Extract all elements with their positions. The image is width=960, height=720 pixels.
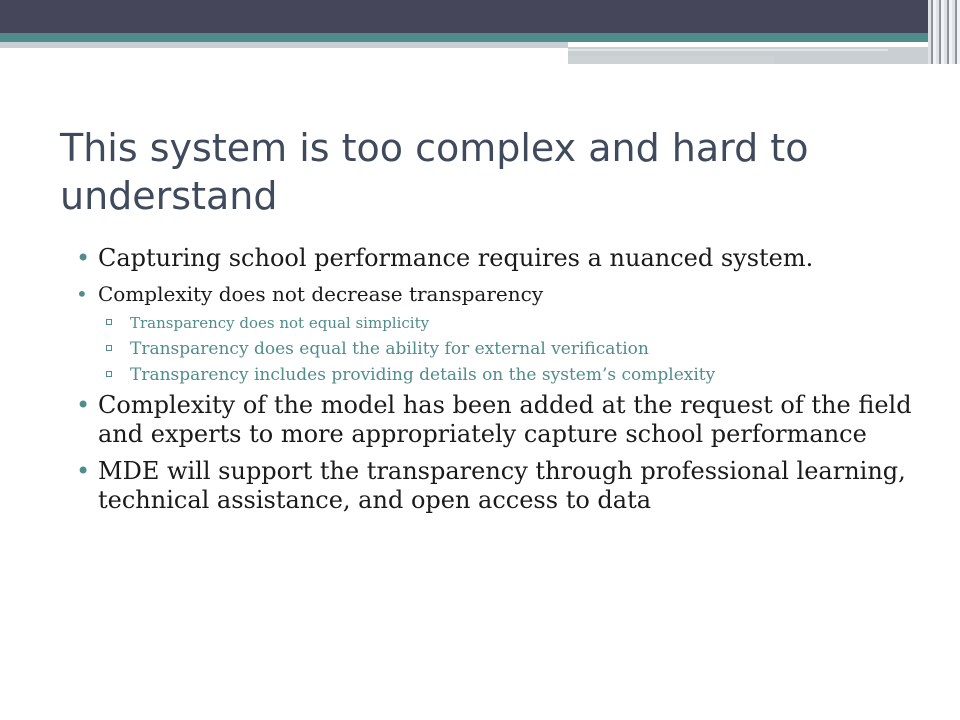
header-band-dark bbox=[0, 0, 960, 34]
sub-bullet-text: Transparency includes providing details on the system’s complexity bbox=[130, 365, 716, 385]
header-stripes-decoration bbox=[928, 0, 960, 64]
sub-bullet-item bbox=[106, 365, 936, 385]
header-band-line bbox=[568, 49, 888, 51]
bullet-icon: • bbox=[76, 282, 88, 306]
bullet-icon: • bbox=[76, 457, 91, 485]
header-band-teal bbox=[0, 33, 960, 42]
bullet-icon: • bbox=[76, 391, 91, 419]
bullet-item bbox=[76, 281, 936, 385]
bullet-list bbox=[76, 244, 936, 523]
sub-bullet-text: Transparency does equal the ability for external verification bbox=[130, 339, 649, 359]
bullet-item bbox=[76, 457, 936, 515]
sub-bullet-item bbox=[106, 339, 936, 359]
slide-title: This system is too complex and hard to understand bbox=[60, 126, 809, 218]
sub-bullet-item bbox=[106, 313, 936, 333]
header-band-right-lower bbox=[568, 56, 774, 64]
square-bullet-icon bbox=[106, 345, 112, 351]
bullet-text: Complexity of the model has been added at the request of the field and experts to more appropriately capture school performance bbox=[98, 391, 912, 448]
sub-bullet-list bbox=[106, 313, 936, 385]
bullet-item bbox=[76, 244, 936, 273]
header-band-gray bbox=[0, 42, 568, 48]
square-bullet-icon bbox=[106, 371, 112, 377]
bullet-text: Complexity does not decrease transparency bbox=[98, 282, 544, 306]
bullet-item bbox=[76, 391, 936, 449]
bullet-text: MDE will support the transparency through professional learning, technical assistance, and open access to data bbox=[98, 457, 906, 514]
bullet-text: Capturing school performance requires a nuanced system. bbox=[98, 244, 814, 272]
sub-bullet-text: Transparency does not equal simplicity bbox=[130, 314, 430, 332]
bullet-icon: • bbox=[76, 244, 91, 272]
square-bullet-icon bbox=[106, 319, 112, 325]
